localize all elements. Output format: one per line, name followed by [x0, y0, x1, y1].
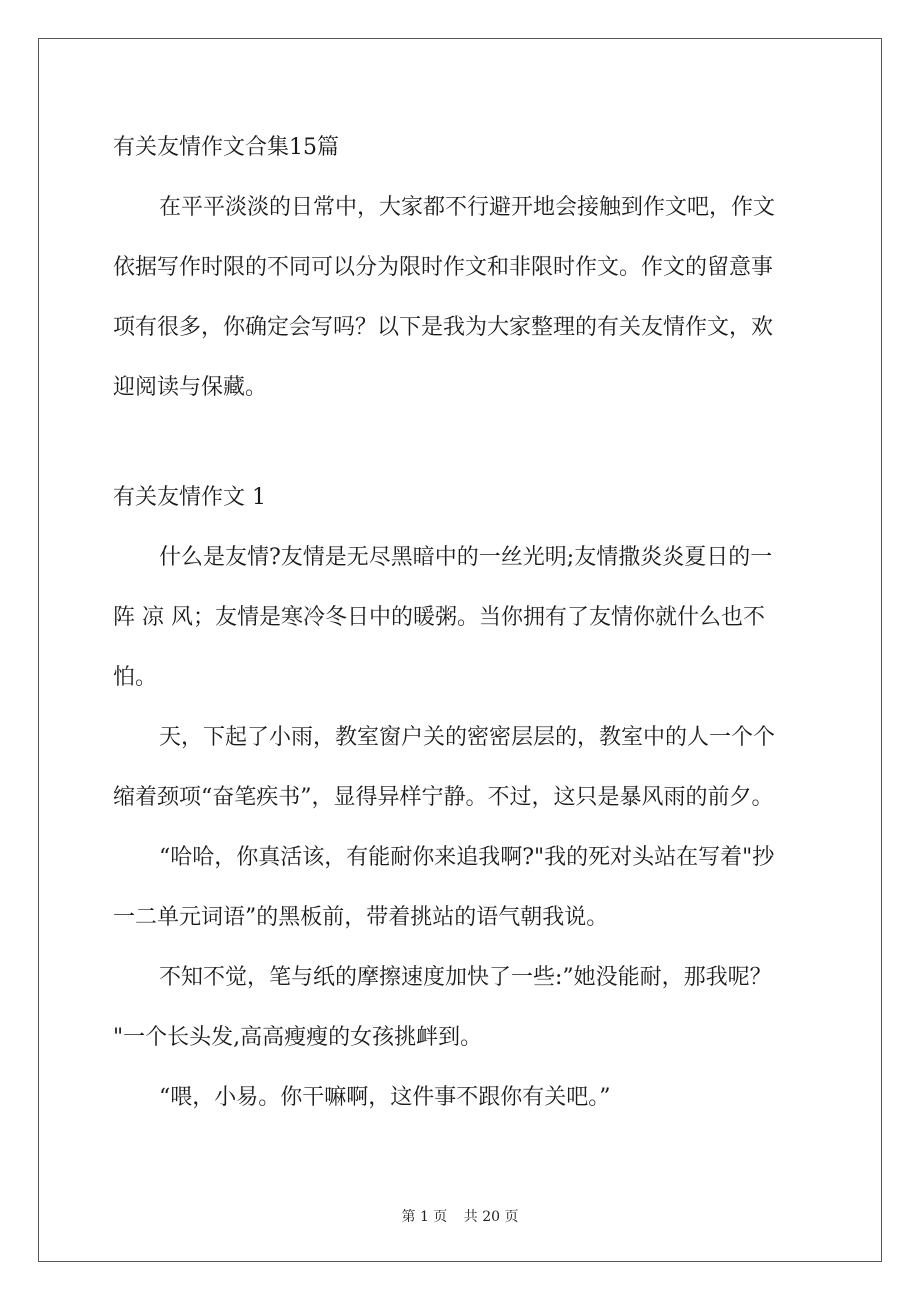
intro-line-4: 迎阅读与保藏。: [113, 375, 268, 400]
document-body: [113, 118, 813, 1128]
body-line-7: 一二单元词语”的黑板前，带着挑站的语气朝我说。: [113, 905, 609, 930]
intro-line-3: 项有很多，你确定会写吗？以下是我为大家整理的有关友情作文，欢: [113, 315, 774, 340]
intro-line-1: 在平平淡淡的日常中，大家都不行避开地会接触到作文吧，作文: [159, 195, 776, 220]
body-line-2: 阵 凉 风；友情是寒冷冬日中的暖粥。当你拥有了友情你就什么也不: [113, 605, 765, 630]
body-line-9: "一个长头发,高高瘦瘦的女孩挑衅到。: [113, 1025, 483, 1050]
document-title: 有关友情作文合集15篇: [113, 135, 339, 160]
page-total: 共 20 页: [463, 1209, 519, 1225]
body-line-10: “喂，小易。你干嘛啊，这件事不跟你有关吧。”: [159, 1085, 611, 1110]
page-footer: [0, 1206, 920, 1226]
body-line-4: 天，下起了小雨，教室窗户关的密密层层的，教室中的人一个个: [159, 725, 776, 750]
body-line-1: 什么是友情?友情是无尽黑暗中的一丝光明;友情撒炎炎夏日的一: [159, 545, 773, 570]
section-heading: 有关友情作文 1: [113, 485, 266, 510]
body-line-5: 缩着颈项“奋笔疾书”，显得异样宁静。不过，这只是暴风雨的前夕。: [113, 785, 774, 810]
body-line-3: 怕。: [113, 665, 158, 690]
intro-line-2: 依据写作时限的不同可以分为限时作文和非限时作文。作文的留意事: [113, 255, 774, 280]
body-line-6: “哈哈，你真活该，有能耐你来追我啊?"我的死对头站在写着"抄: [159, 845, 775, 870]
page-number: 第 1 页: [401, 1209, 448, 1225]
body-line-8: 不知不觉，笔与纸的摩擦速度加快了一些:”她没能耐，那我呢？: [159, 965, 772, 990]
section-spacer: [113, 418, 813, 468]
